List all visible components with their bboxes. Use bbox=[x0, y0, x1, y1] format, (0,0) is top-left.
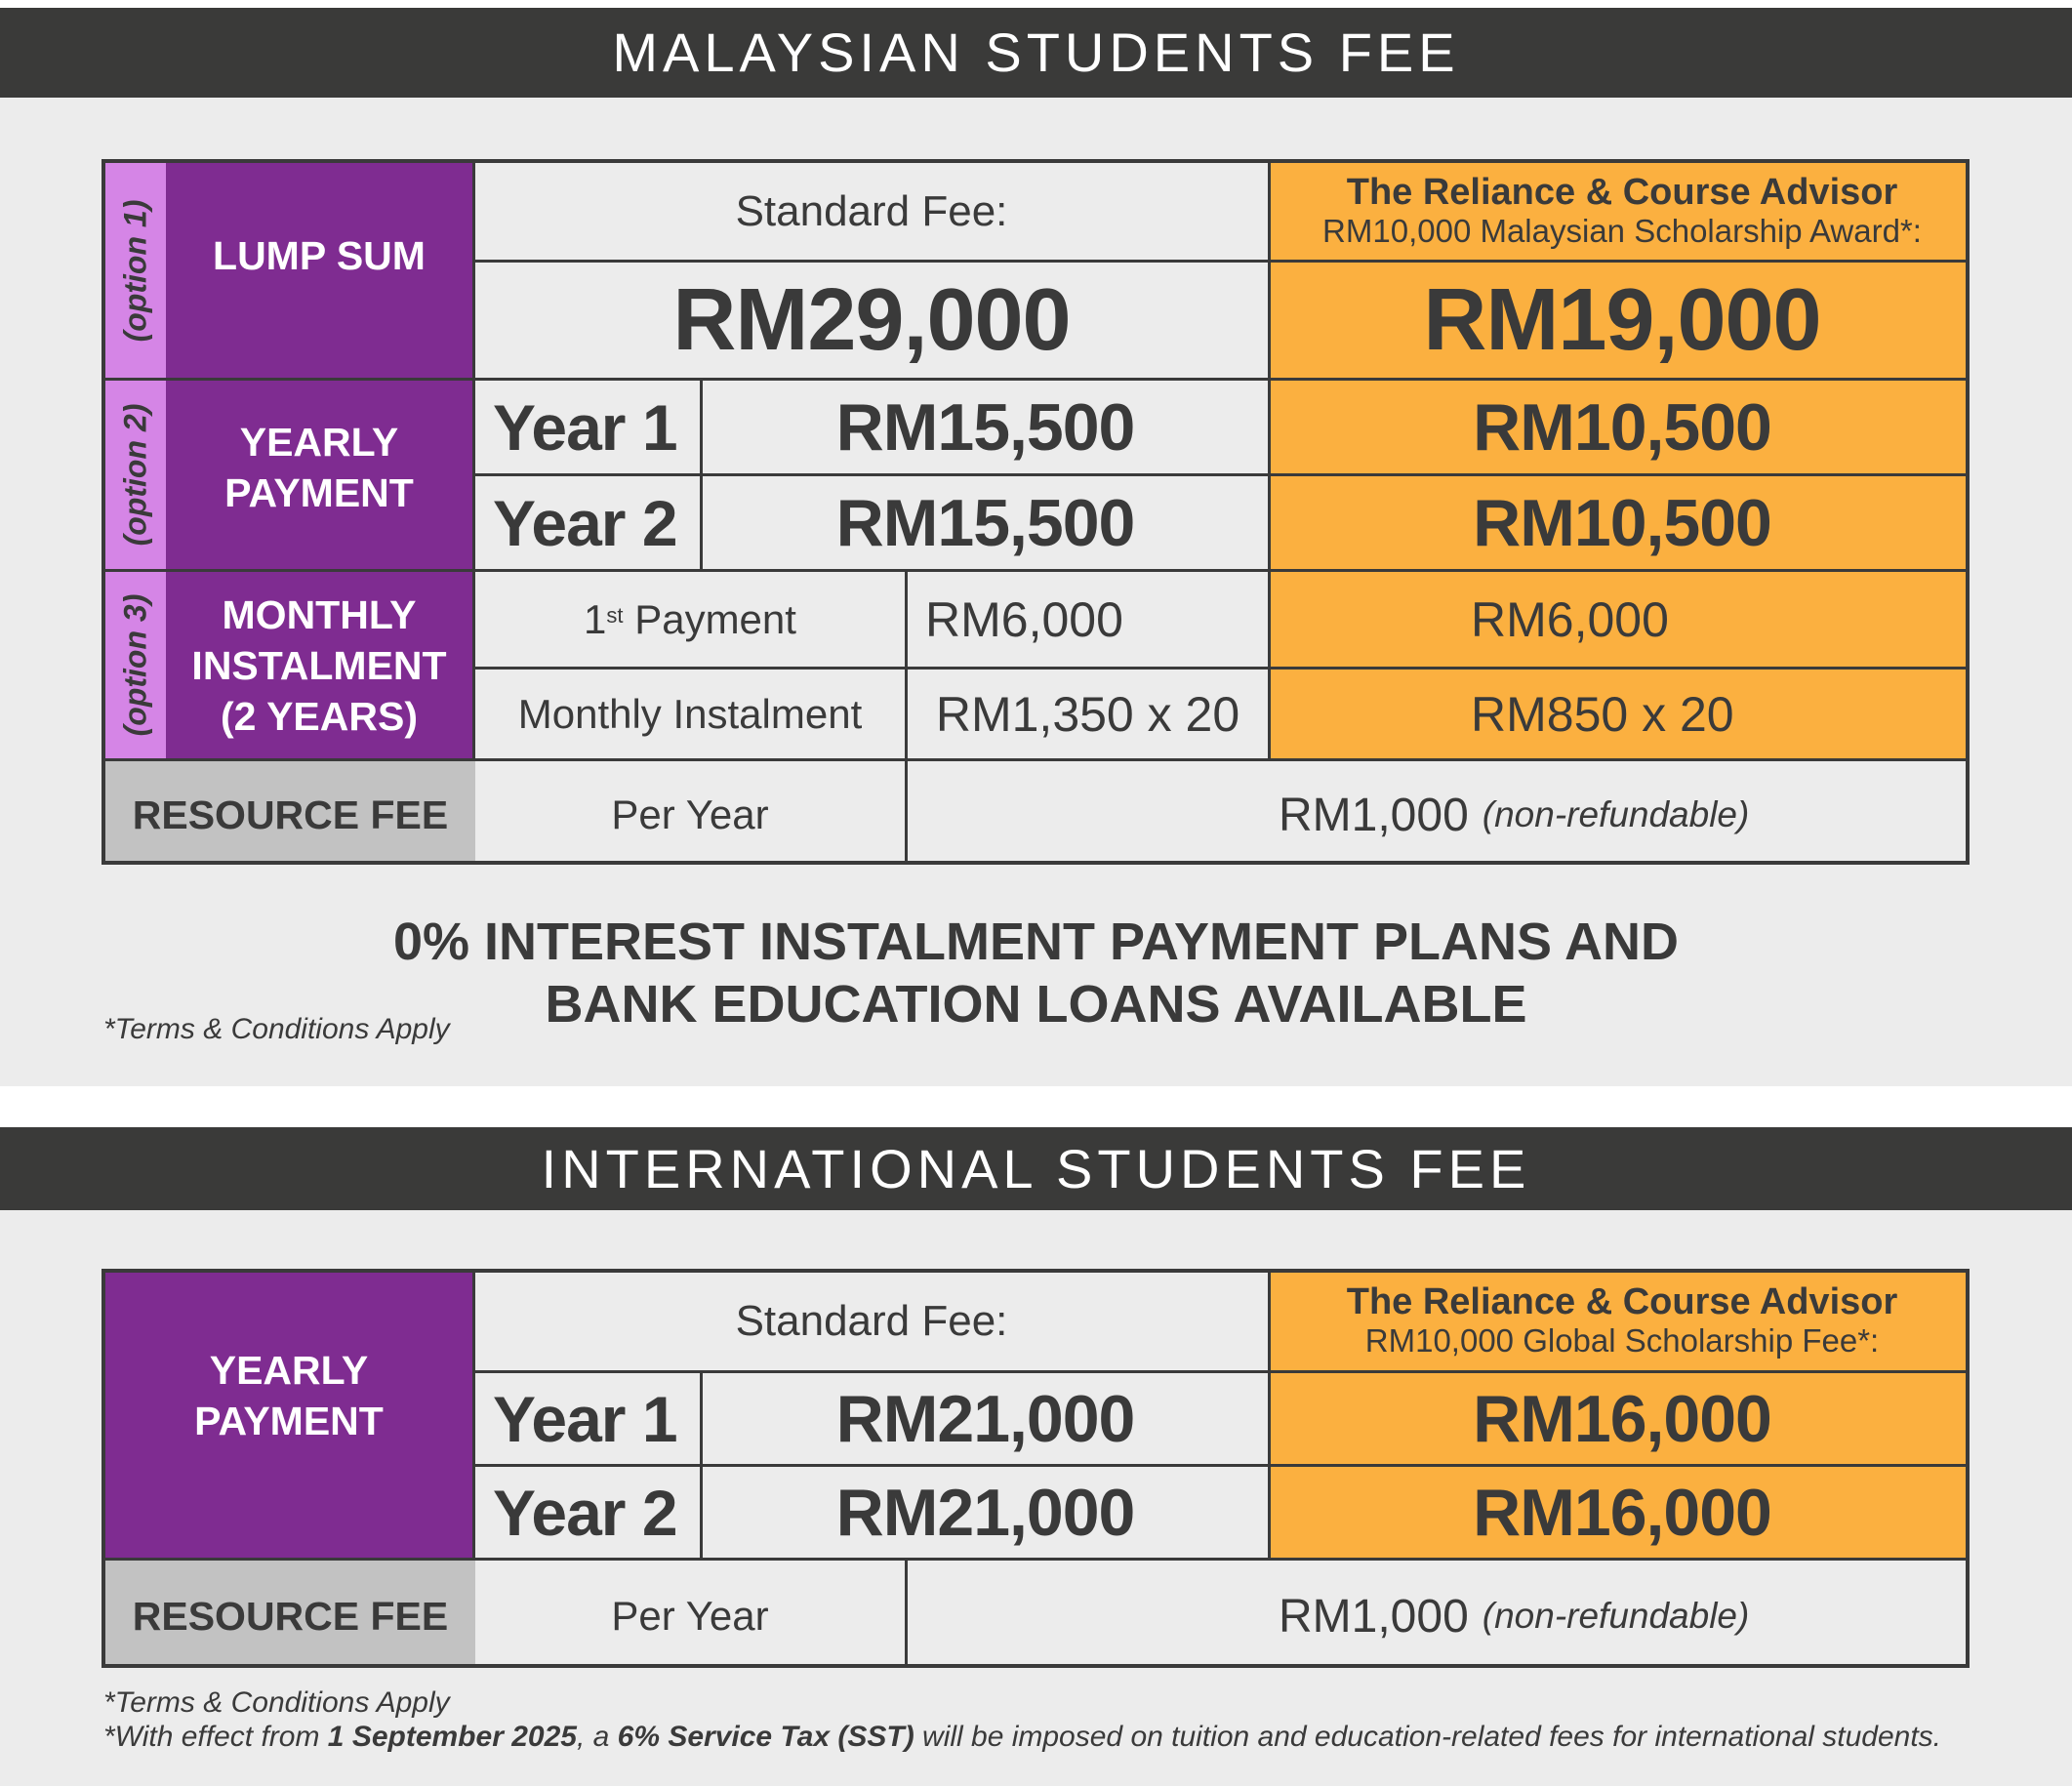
malaysian-header: MALAYSIAN STUDENTS FEE bbox=[0, 8, 2072, 98]
resource-fee-amount: RM1,000 (non-refundable) bbox=[908, 761, 1970, 865]
year-1-scholarship: RM10,500 bbox=[1271, 381, 1970, 476]
intl-year-1-label: Year 1 bbox=[475, 1373, 703, 1467]
intl-yearly-payment-label: YEARLY PAYMENT bbox=[105, 1273, 475, 1561]
intl-year-2-standard: RM21,000 bbox=[703, 1467, 1271, 1561]
option-3-label: (option 3) bbox=[105, 572, 166, 761]
resource-fee-label: RESOURCE FEE bbox=[105, 761, 475, 865]
interest-banner: 0% INTEREST INSTALMENT PAYMENT PLANS AND BANK EDUCATION LOANS AVAILABLE bbox=[392, 913, 1680, 1034]
year-1-label: Year 1 bbox=[475, 381, 703, 476]
malaysian-fee-table bbox=[102, 159, 1970, 865]
international-terms: *Terms & Conditions Apply bbox=[103, 1686, 450, 1719]
malaysian-section bbox=[0, 8, 2072, 1086]
yearly-payment-label: YEARLY PAYMENT bbox=[166, 381, 475, 572]
scholarship-header: The Reliance & Course Advisor RM10,000 Malaysian Scholarship Award*: bbox=[1271, 163, 1970, 263]
intl-year-1-scholarship: RM16,000 bbox=[1271, 1373, 1970, 1467]
sst-notice: *With effect from 1 September 2025, a 6% Service Tax (SST) will be imposed on tuition and education-related fees for international students. bbox=[103, 1721, 1942, 1753]
intl-resource-fee-period: Per Year bbox=[475, 1561, 908, 1668]
lump-sum-scholarship: RM19,000 bbox=[1271, 263, 1970, 381]
year-1-standard: RM15,500 bbox=[703, 381, 1271, 476]
intl-standard-fee-header: Standard Fee: bbox=[475, 1273, 1271, 1373]
resource-fee-period: Per Year bbox=[475, 761, 908, 865]
first-payment-scholarship: RM6,000 bbox=[1271, 572, 1970, 670]
option-2-label: (option 2) bbox=[105, 381, 166, 572]
year-2-standard: RM15,500 bbox=[703, 476, 1271, 572]
monthly-scholarship: RM850 x 20 bbox=[1271, 670, 1970, 761]
year-2-scholarship: RM10,500 bbox=[1271, 476, 1970, 572]
international-header: INTERNATIONAL STUDENTS FEE bbox=[0, 1127, 2072, 1210]
monthly-instalment-row-label: Monthly Instalment bbox=[475, 670, 908, 761]
intl-scholarship-header: The Reliance & Course Advisor RM10,000 Global Scholarship Fee*: bbox=[1271, 1273, 1970, 1373]
intl-resource-fee-amount: RM1,000 (non-refundable) bbox=[908, 1561, 1970, 1668]
intl-resource-fee-label: RESOURCE FEE bbox=[105, 1561, 475, 1668]
malaysian-terms: *Terms & Conditions Apply bbox=[103, 1013, 450, 1045]
intl-year-2-scholarship: RM16,000 bbox=[1271, 1467, 1970, 1561]
monthly-instalment-label: MONTHLY INSTALMENT (2 YEARS) bbox=[166, 572, 475, 761]
year-2-label: Year 2 bbox=[475, 476, 703, 572]
intl-year-2-label: Year 2 bbox=[475, 1467, 703, 1561]
lump-sum-label: LUMP SUM bbox=[166, 163, 475, 381]
monthly-standard: RM1,350 x 20 bbox=[908, 670, 1271, 761]
standard-fee-header: Standard Fee: bbox=[475, 163, 1271, 263]
international-fee-table bbox=[102, 1269, 1970, 1668]
international-section bbox=[0, 1127, 2072, 1786]
option-1-label: (option 1) bbox=[105, 163, 166, 381]
intl-year-1-standard: RM21,000 bbox=[703, 1373, 1271, 1467]
first-payment-standard: RM6,000 bbox=[908, 572, 1271, 670]
lump-sum-standard: RM29,000 bbox=[475, 263, 1271, 381]
first-payment-label: 1 $^{st}$ Payment bbox=[475, 572, 908, 670]
